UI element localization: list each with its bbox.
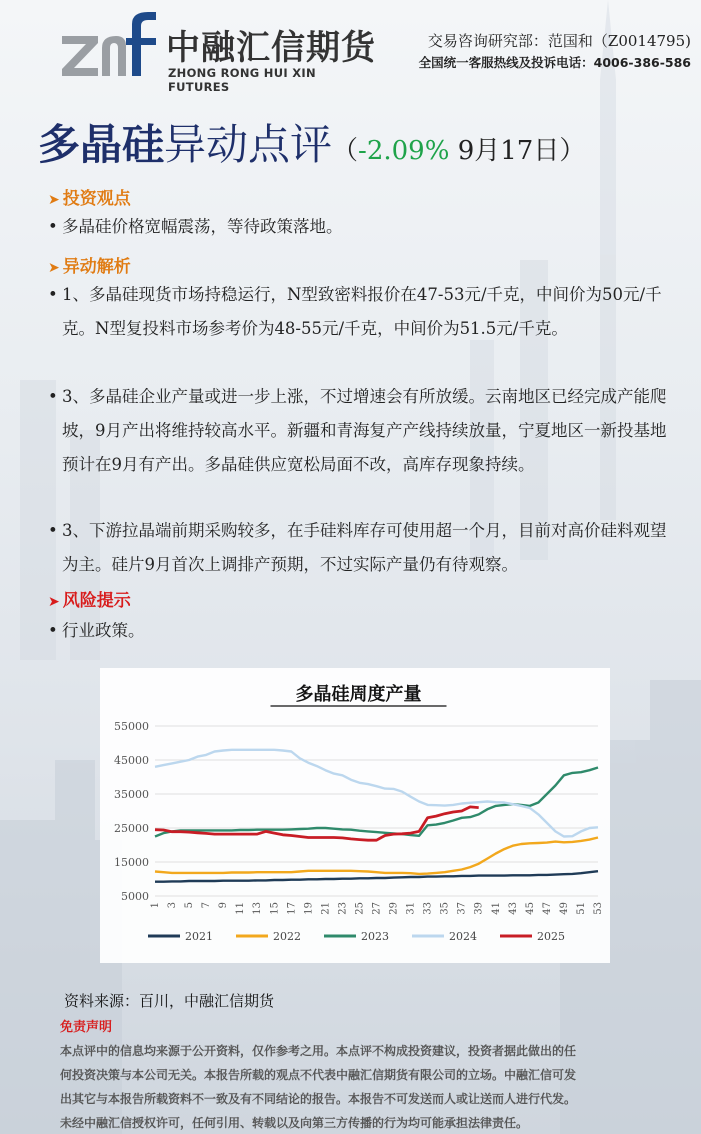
x-tick-label: 49 bbox=[558, 902, 570, 915]
logo-english-name: ZHONG RONG HUI XIN FUTURES bbox=[168, 66, 316, 94]
x-tick-label: 9 bbox=[218, 902, 230, 909]
company-logo bbox=[60, 10, 380, 94]
analysis-heading bbox=[48, 252, 131, 277]
bullet-icon: • bbox=[48, 387, 58, 406]
price-change: -2.09% bbox=[358, 136, 450, 166]
x-tick-label: 25 bbox=[354, 902, 366, 915]
x-tick-label: 47 bbox=[541, 902, 553, 915]
x-tick-label: 17 bbox=[286, 902, 298, 915]
x-tick-label: 31 bbox=[405, 902, 417, 915]
chart-title: 多晶硅周度产量 bbox=[295, 684, 422, 705]
x-tick-label: 27 bbox=[371, 902, 383, 915]
investment-view-body: 多晶硅价格宽幅震荡，等待政策落地。 bbox=[62, 217, 343, 236]
line-chart-svg bbox=[100, 668, 610, 963]
risk-text bbox=[48, 614, 668, 648]
x-tick-label: 35 bbox=[439, 902, 451, 915]
x-tick-label: 51 bbox=[575, 902, 587, 915]
x-tick-label: 43 bbox=[507, 902, 519, 915]
data-source: 资料来源：百川，中融汇信期货 bbox=[64, 992, 275, 1010]
contact-info bbox=[419, 30, 691, 74]
x-tick-label: 19 bbox=[303, 902, 315, 915]
analysis-item bbox=[48, 278, 668, 346]
bullet-icon: • bbox=[48, 217, 58, 236]
x-tick-label: 23 bbox=[337, 902, 349, 915]
title-date: 9月17日 bbox=[449, 136, 560, 166]
series-line-2023 bbox=[155, 768, 598, 837]
disclaimer-title: 免责声明 bbox=[60, 1020, 113, 1035]
risk-heading bbox=[48, 586, 131, 611]
x-tick-label: 33 bbox=[422, 902, 434, 915]
bullet-icon: • bbox=[48, 621, 58, 640]
y-tick-label: 25000 bbox=[114, 822, 149, 835]
x-tick-label: 37 bbox=[456, 902, 468, 915]
analysis-item-text: 1、多晶硅现货市场持稳运行，N型致密料报价在47-53元/千克，中间价为50元/千克。N型复投料市场参考价为48-55元/千克，中间价为51.5元/千克。 bbox=[62, 285, 662, 338]
x-tick-label: 1 bbox=[150, 902, 161, 909]
x-tick-label: 5 bbox=[184, 902, 196, 909]
production-chart bbox=[100, 668, 610, 963]
page-title bbox=[38, 112, 585, 172]
x-tick-label: 41 bbox=[490, 902, 502, 915]
title-kind: 异动点评 bbox=[164, 120, 333, 169]
bullet-icon: • bbox=[48, 521, 58, 540]
investment-view-text bbox=[48, 210, 668, 244]
x-tick-label: 21 bbox=[320, 902, 332, 915]
analysis-item bbox=[48, 380, 668, 482]
series-line-2024 bbox=[155, 750, 598, 837]
title-close-paren: ） bbox=[559, 136, 586, 166]
y-tick-label: 5000 bbox=[121, 890, 149, 903]
legend-label-2024: 2024 bbox=[449, 930, 477, 943]
risk-heading-text: 风险提示 bbox=[62, 591, 131, 611]
hotline-text: 全国统一客服热线及投诉电话：4006-386-586 bbox=[418, 55, 691, 70]
arrow-icon: ➤ bbox=[48, 192, 60, 208]
disclaimer-line: 何投资决策与本公司无关。本报告所载的观点不代表中融汇信期货有限公司的立场。中融汇信可发 bbox=[60, 1068, 577, 1082]
znf-logo-icon bbox=[60, 10, 160, 80]
risk-body: 行业政策。 bbox=[62, 621, 145, 640]
logo-chinese-name: 中融汇信期货 bbox=[166, 28, 376, 68]
x-tick-label: 15 bbox=[269, 902, 281, 915]
y-tick-label: 55000 bbox=[114, 720, 149, 733]
arrow-icon: ➤ bbox=[48, 260, 60, 276]
investment-view-heading bbox=[48, 184, 131, 209]
legend-label-2021: 2021 bbox=[185, 930, 213, 943]
arrow-icon: ➤ bbox=[48, 594, 60, 610]
x-tick-label: 7 bbox=[201, 902, 213, 909]
title-detail bbox=[332, 136, 585, 166]
series-line-2022 bbox=[155, 838, 598, 874]
legend-label-2023: 2023 bbox=[361, 930, 389, 943]
y-tick-label: 45000 bbox=[114, 754, 149, 767]
x-tick-label: 29 bbox=[388, 902, 400, 915]
title-product: 多晶硅 bbox=[38, 120, 165, 169]
series-line-2025 bbox=[155, 807, 479, 840]
researcher-name: 交易咨询研究部：范国和（Z0014795) bbox=[427, 32, 691, 50]
y-tick-label: 35000 bbox=[114, 788, 149, 801]
legend-label-2025: 2025 bbox=[537, 930, 565, 943]
analysis-item-text: 3、下游拉晶端前期采购较多，在手硅料库存可使用超一个月，目前对高价硅料观望为主。硅片9月首次上调排产预期，不过实际产量仍有待观察。 bbox=[62, 521, 667, 574]
investment-view-heading-text: 投资观点 bbox=[62, 189, 131, 209]
legend-label-2022: 2022 bbox=[273, 930, 301, 943]
x-tick-label: 11 bbox=[235, 902, 247, 915]
x-tick-label: 45 bbox=[524, 902, 536, 915]
analysis-item-text: 3、多晶硅企业产量或进一步上涨，不过增速会有所放缓。云南地区已经完成产能爬坡，9月产出将维持较高水平。新疆和青海复产产线持续放量，宁夏地区一新投基地预计在9月有产出。多晶硅供应宽松局面不改，高库存现象持续。 bbox=[62, 387, 667, 474]
y-tick-label: 15000 bbox=[114, 856, 149, 869]
analysis-heading-text: 异动解析 bbox=[62, 257, 131, 277]
title-open-paren: （ bbox=[332, 136, 359, 166]
disclaimer-line: 本点评中的信息均来源于公开资料，仅作参考之用。本点评不构成投资建议，投资者据此做出的任 bbox=[60, 1044, 577, 1058]
analysis-item bbox=[48, 514, 668, 582]
disclaimer-line: 出其它与本报告所载资料不一致及有不同结论的报告。本报告不可发送而人或让送而人进行代发。 bbox=[60, 1092, 577, 1106]
x-tick-label: 53 bbox=[593, 902, 604, 915]
disclaimer-line: 未经中融汇信授权许可，任何引用、转载以及向第三方传播的行为均可能承担法律责任。 bbox=[60, 1116, 529, 1130]
x-tick-label: 13 bbox=[252, 902, 264, 915]
x-tick-label: 3 bbox=[167, 902, 179, 909]
x-tick-label: 39 bbox=[473, 902, 485, 915]
bullet-icon: • bbox=[48, 285, 58, 304]
